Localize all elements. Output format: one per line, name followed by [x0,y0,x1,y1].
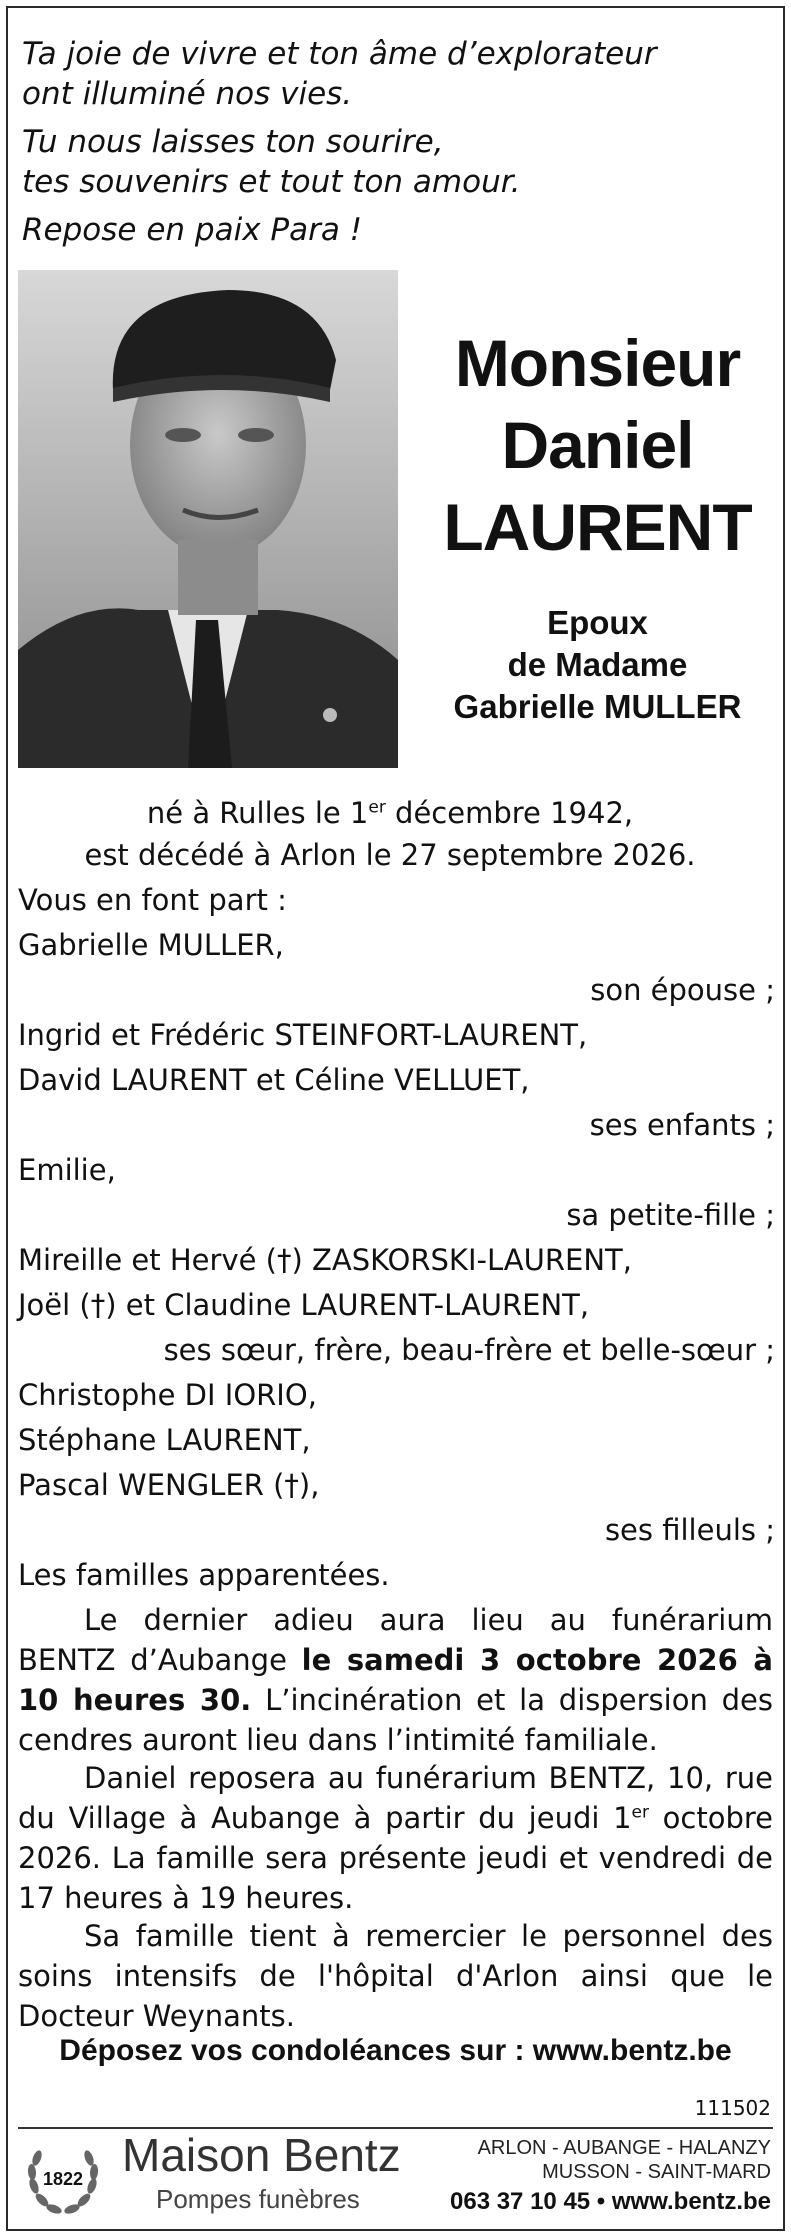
deceased-name [430,322,765,568]
poem-line: Tu nous laisses ton sourire, [22,124,444,160]
laurel-logo [20,2136,106,2222]
announcement-row: ses enfants ; [589,1108,775,1142]
visitation-paragraph [18,1758,773,1918]
announcement-row: Joël (†) et Claudine LAURENT-LAURENT, [18,1288,590,1322]
announcement-row: Gabrielle MULLER, [18,928,284,962]
locations-line: MUSSON - SAINT-MARD [542,2161,771,2183]
visitation-text: Daniel reposera au funérarium BENTZ, 10, rue du Village à Aubange à partir du jeudi 1 [18,1761,773,1835]
announcement-list [18,878,775,1598]
birth-superscript: er [368,797,386,818]
locations [431,2136,771,2184]
spouse-info [430,602,765,728]
death-line: est décédé à Arlon le 27 septembre 2026. [84,838,696,872]
visitation-superscript: er [631,1802,649,1823]
spouse-line: Gabrielle MULLER [453,688,742,725]
birth-text-end: décembre 1942, [385,796,634,830]
announcement-row: Les familles apparentées. [18,1558,390,1592]
poem [22,34,762,258]
portrait-drawing [18,270,398,768]
announcement-row: Vous en font part : [18,883,287,917]
announcement-row: Ingrid et Frédéric STEINFORT-LAURENT, [18,1018,588,1052]
announcement-row: Christophe DI IORIO, [18,1378,317,1412]
birth-text: né à Rulles le 1 [146,796,369,830]
founding-year: 1822 [42,2169,84,2189]
poem-stanza [22,210,762,250]
poem-stanza [22,34,762,114]
reference-number: 111502 [694,2096,771,2120]
spouse-line: de Madame [507,646,688,683]
announcement-row: David LAURENT et Céline VELLUET, [18,1063,530,1097]
announcement-row: Emilie, [18,1153,116,1187]
contact-info[interactable]: 063 37 10 45 • www.bentz.be [450,2188,771,2215]
announcement-row: ses filleuls ; [604,1513,775,1547]
name-line: Daniel [501,408,694,482]
birth-death-info [40,792,740,876]
birth-line [40,792,740,834]
brand-subtitle: Pompes funèbres [156,2184,360,2214]
condolences-link[interactable]: Déposez vos condoléances sur : www.bentz.be [59,2034,732,2067]
visitation-text-end: octobre 2026. La famille sera présente jeudi et vendredi de 17 heures à 19 heures. [18,1801,773,1915]
locations-line: ARLON - AUBANGE - HALANZY [477,2137,771,2159]
farewell-text: Le dernier adieu aura lieu au funérarium BENTZ d’Aubange [18,1603,773,1677]
poem-line: tes souvenirs et tout ton amour. [22,164,521,200]
poem-line: ont illuminé nos vies. [22,76,353,112]
farewell-text-end: L’incinération et la dispersion des cendres auront lieu dans l’intimité familiale. [18,1683,773,1757]
announcement-row: Mireille et Hervé (†) ZASKORSKI-LAURENT, [18,1243,632,1277]
farewell-paragraph [18,1600,773,1760]
spouse-line: Epoux [547,604,648,641]
farewell-date: le samedi 3 octobre 2026 à 10 heures 30. [18,1643,773,1717]
announcement-row: son épouse ; [590,973,775,1007]
poem-line: Repose en paix Para ! [22,212,363,248]
name-line: Monsieur [454,326,741,400]
announcement-row: Stéphane LAURENT, [18,1423,311,1457]
brand-name: Maison Bentz [122,2129,401,2181]
poem-stanza [22,122,762,202]
announcement-row: Pascal WENGLER (†), [18,1468,320,1502]
poem-line: Ta joie de vivre et ton âme d’explorateur [22,36,657,72]
name-line: LAURENT [443,490,752,564]
thanks-paragraph: Sa famille tient à remercier le personnel des soins intensifs de l'hôpital d'Arlon ainsi que le Docteur Weynants. [18,1919,773,2033]
announcement-row: sa petite-fille ; [566,1198,775,1232]
portrait-photo [18,270,398,768]
announcement-row: ses sœur, frère, beau-frère et belle-sœur ; [163,1333,775,1367]
